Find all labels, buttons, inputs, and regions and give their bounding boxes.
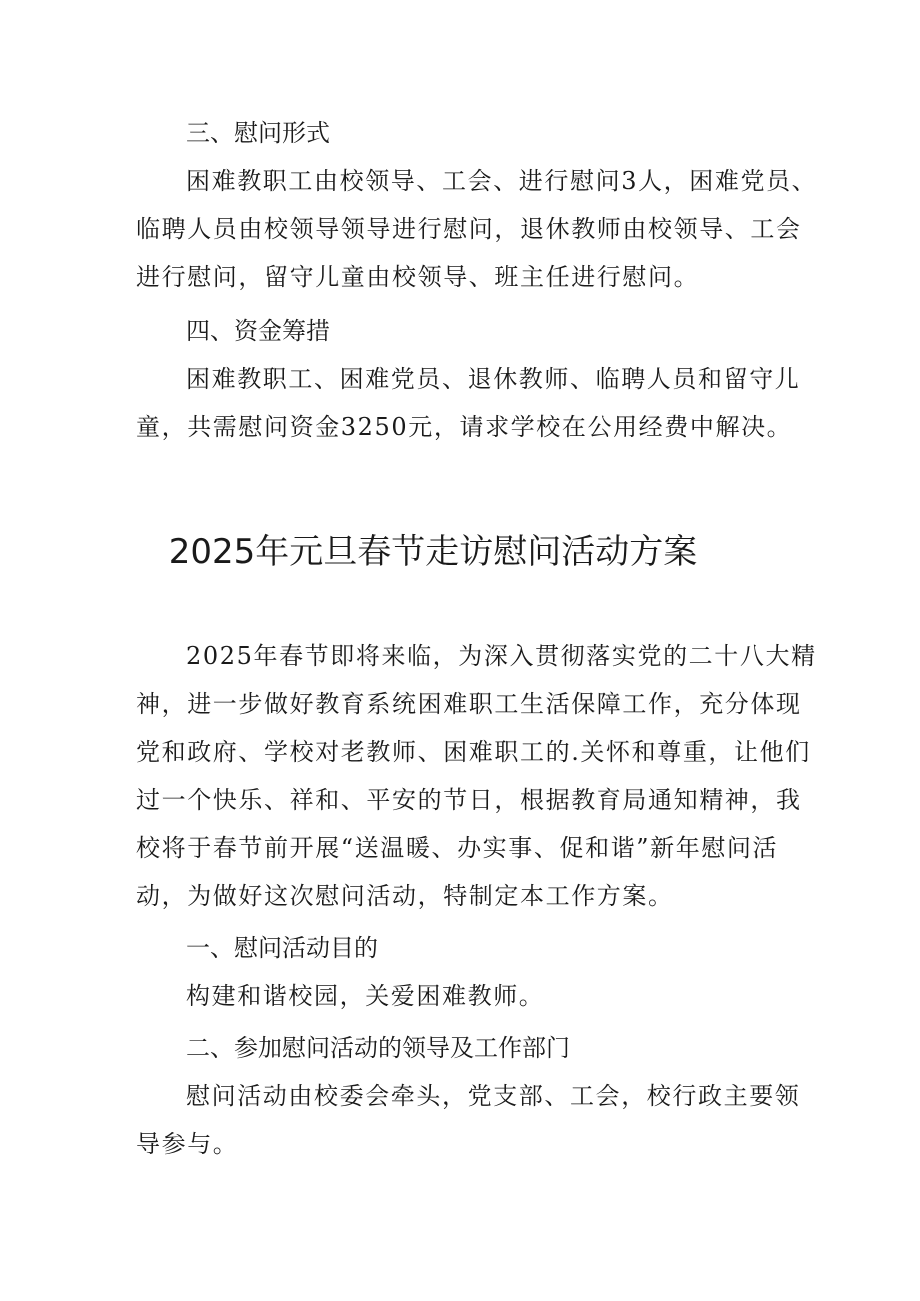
section-2-line-1: 慰问活动由校委会牵头，党支部、工会，校行政主要领 (186, 1082, 801, 1110)
intro-line-5: 校将于春节前开展“送温暖、办实事、促和谐”新年慰问活 (136, 834, 779, 862)
intro-line-6: 动，为做好这次慰问活动，特制定本工作方案。 (136, 882, 674, 910)
document-title: 2025年元旦春节走访慰问活动方案 (168, 532, 698, 572)
intro-line-2: 神，进一步做好教育系统困难职工生活保障工作，充分体现 (136, 690, 802, 718)
section-3-line-1: 困难教职工由校领导、工会、进行慰问3人，困难党员、 (186, 167, 818, 195)
section-1-line-1: 构建和谐校园，关爱困难教师。 (186, 982, 545, 1010)
section-4-line-1: 困难教职工、困难党员、退休教师、临聘人员和留守儿 (186, 365, 801, 393)
section-2-line-2: 导参与。 (136, 1130, 239, 1158)
section-4-heading: 四、资金筹措 (186, 317, 330, 345)
section-3-heading: 三、慰问形式 (186, 119, 330, 147)
intro-line-3: 党和政府、学校对老教师、困难职工的.关怀和尊重，让他们 (136, 738, 811, 766)
section-3-line-3: 进行慰问，留守儿童由校领导、班主任进行慰问。 (136, 263, 700, 291)
intro-line-4: 过一个快乐、祥和、平安的节日，根据教育局通知精神，我 (136, 786, 802, 814)
section-3-line-2: 临聘人员由校领导领导进行慰问，退休教师由校领导、工会 (136, 215, 802, 243)
intro-line-1: 2025年春节即将来临，为深入贯彻落实党的二十八大精 (186, 642, 817, 670)
section-1-heading: 一、慰问活动目的 (186, 934, 378, 962)
section-4-line-2: 童，共需慰问资金3250元，请求学校在公用经费中解决。 (136, 413, 793, 441)
section-2-heading: 二、参加慰问活动的领导及工作部门 (186, 1034, 570, 1062)
